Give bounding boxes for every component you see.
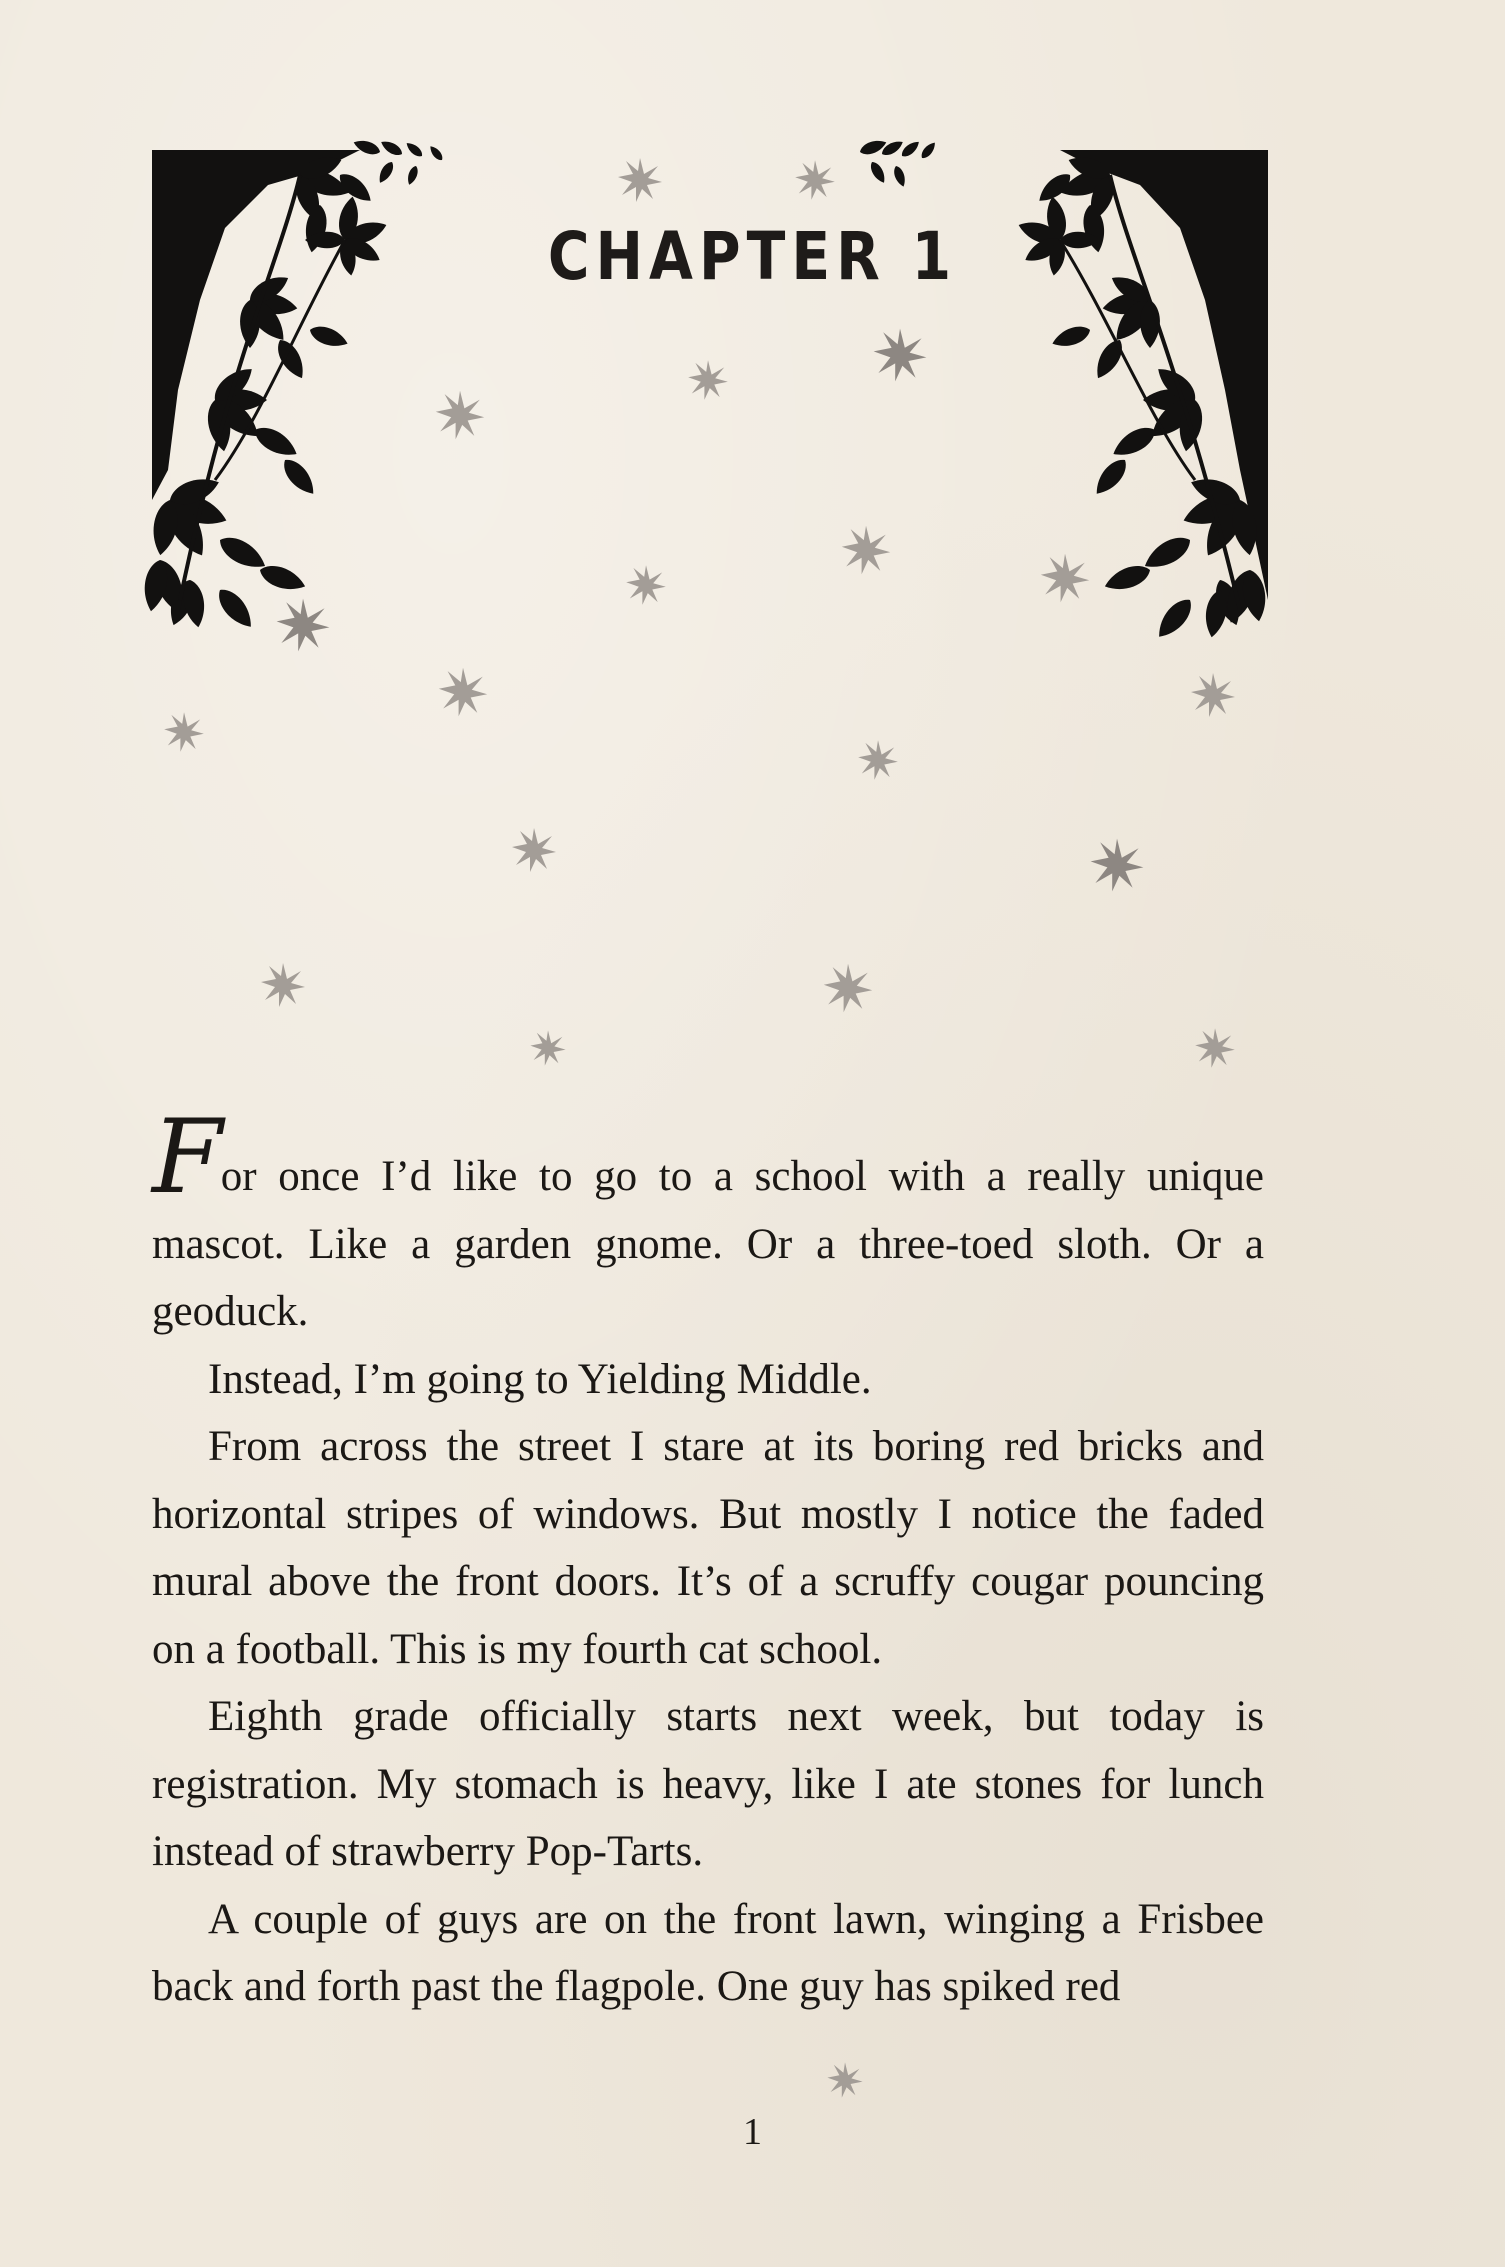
star-icon [618, 158, 662, 202]
star-icon [688, 360, 728, 400]
star-icon [827, 2062, 862, 2097]
star-icon [261, 963, 305, 1007]
paragraph-text: or once I’d like to go to a school with a really unique mascot. Like a garden gnome. Or a three-toed sloth. Or a geoduck. [152, 1153, 1264, 1335]
star-icon [530, 1030, 565, 1065]
drop-cap: F [152, 1098, 219, 1217]
star-icon [277, 599, 330, 652]
paragraph: Instead, I’m going to Yielding Middle. [208, 1355, 872, 1403]
star-icon [1091, 839, 1144, 892]
foliage-ornament-left-icon [140, 137, 444, 633]
star-icon [512, 828, 556, 872]
star-icon [858, 740, 898, 780]
star-icon [439, 668, 487, 716]
star-icon [842, 526, 890, 574]
paragraph [152, 1098, 1264, 1346]
paragraph: Eighth grade officially starts next week, but today is registration. My stomach is heavy, like I ate stones for lunch instead of strawberry Pop-Tarts. [152, 1693, 1264, 1875]
star-icon [626, 565, 666, 605]
star-icon [164, 712, 204, 752]
star-icon [1195, 1028, 1235, 1068]
paragraph: A couple of guys are on the front lawn, winging a Frisbee back and forth past the flagpole. One guy has spiked red [152, 1895, 1264, 2010]
chapter-title: CHAPTER 1 [547, 218, 958, 295]
star-icon [436, 391, 484, 439]
star-icon [1041, 554, 1089, 602]
star-icon [874, 329, 927, 382]
star-icon [824, 964, 872, 1012]
star-icon [795, 160, 835, 200]
page-number: 1 [743, 2111, 762, 2153]
paragraph: From across the street I stare at its boring red bricks and horizontal stripes of windows. But mostly I notice the faded mural above the front doors. It’s of a scruffy cougar pouncing on a football. This is my fourth cat school. [152, 1423, 1264, 1673]
star-icon [1191, 673, 1235, 717]
chapter-body [152, 1098, 1264, 2021]
